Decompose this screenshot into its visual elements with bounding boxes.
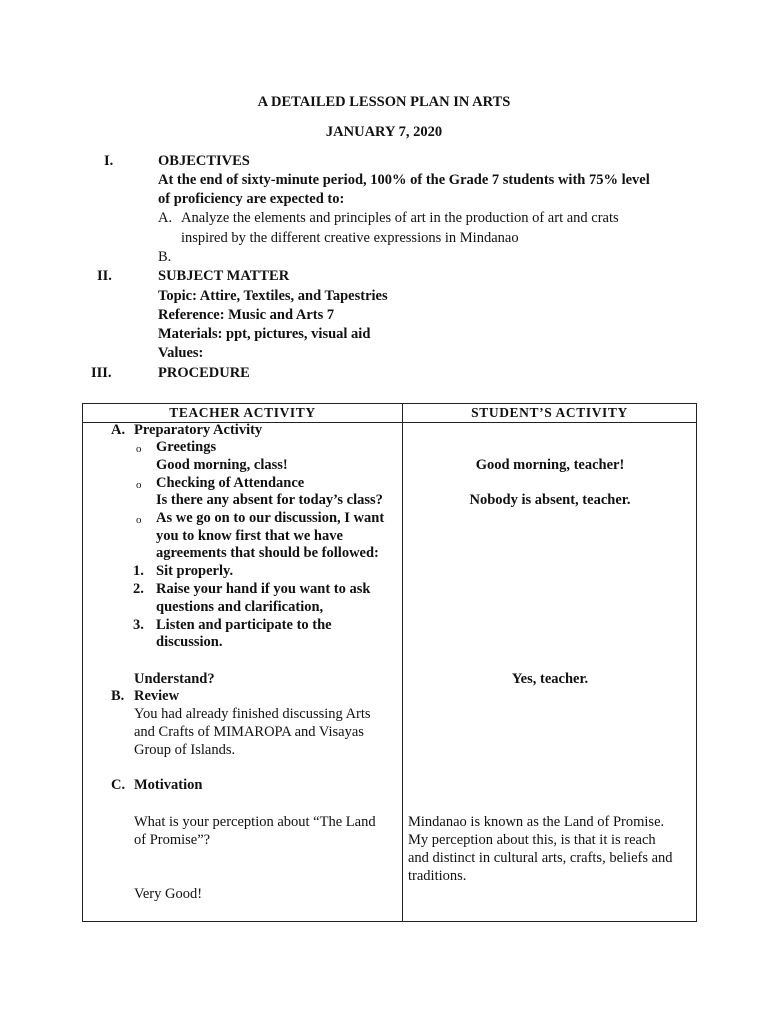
motivation-answer-line-4: traditions. [408, 868, 467, 884]
objective-b-marker: B. [158, 249, 172, 265]
objectives-heading: OBJECTIVES [158, 153, 250, 169]
rule-2-line-2: questions and clarification, [156, 599, 324, 615]
rule-2-line-1: Raise your hand if you want to ask [156, 581, 371, 597]
preparatory-activity-heading: Preparatory Activity [134, 422, 263, 438]
document-date: JANUARY 7, 2020 [325, 124, 443, 140]
objective-a-marker: A. [158, 210, 173, 226]
objectives-intro-line-2: of proficiency are expected to: [158, 191, 345, 207]
discussion-line-3: agreements that should be followed: [156, 545, 379, 561]
section-a-marker: A. [111, 422, 126, 438]
topic-line: Topic: Attire, Textiles, and Tapestries [158, 288, 388, 304]
teacher-activity-cell [83, 423, 403, 922]
rule-1-text: Sit properly. [156, 563, 234, 579]
motivation-answer-line-2: My perception about this, is that it is reach [408, 832, 656, 848]
attendance-text: Is there any absent for today’s class? [156, 492, 383, 508]
rule-3-line-2: discussion. [156, 634, 223, 650]
understand-question: Understand? [134, 671, 215, 687]
review-line-1: You had already finished discussing Arts [134, 706, 371, 722]
rule-2-number: 2. [133, 581, 144, 597]
attendance-heading: Checking of Attendance [156, 475, 305, 491]
greetings-heading: Greetings [156, 439, 217, 455]
objective-a-line-1: Analyze the elements and principles of art in the production of art and crats [181, 210, 619, 226]
review-line-3: Group of Islands. [134, 742, 236, 758]
objective-a-line-2: inspired by the different creative expressions in Mindanao [181, 230, 519, 246]
rule-1-number: 1. [133, 563, 144, 579]
values-line: Values: [158, 345, 204, 361]
motivation-question-line-1: What is your perception about “The Land [134, 814, 376, 830]
objectives-numeral: I. [104, 153, 114, 169]
rule-3-line-1: Listen and participate to the [156, 617, 332, 633]
motivation-question-line-2: of Promise”? [134, 832, 211, 848]
reference-line: Reference: Music and Arts 7 [158, 307, 335, 323]
subject-matter-heading: SUBJECT MATTER [158, 268, 290, 284]
review-line-2: and Crafts of MIMAROPA and Visayas [134, 724, 364, 740]
section-b-marker: B. [111, 688, 125, 704]
review-heading: Review [134, 688, 180, 704]
objectives-intro-line-1: At the end of sixty-minute period, 100% of the Grade 7 students with 75% level [158, 172, 650, 188]
attendance-reply: Nobody is absent, teacher. [469, 492, 631, 508]
greeting-reply: Good morning, teacher! [475, 457, 625, 473]
student-activity-header: STUDENT’S ACTIVITY [403, 404, 697, 423]
table-body-row [83, 423, 697, 922]
procedure-heading: PROCEDURE [158, 365, 250, 381]
section-c-marker: C. [111, 777, 126, 793]
subject-matter-numeral: II. [97, 268, 112, 284]
motivation-heading: Motivation [134, 777, 203, 793]
greetings-text: Good morning, class! [156, 457, 288, 473]
rule-3-number: 3. [133, 617, 144, 633]
discussion-line-1: As we go on to our discussion, I want [156, 510, 385, 526]
bullet-icon: o [136, 443, 142, 455]
understand-reply: Yes, teacher. [511, 671, 589, 687]
bullet-icon: o [136, 479, 142, 491]
procedure-table [82, 403, 697, 922]
procedure-numeral: III. [91, 365, 112, 381]
discussion-line-2: you to know first that we have [156, 528, 343, 544]
motivation-answer-line-1: Mindanao is known as the Land of Promise. [408, 814, 665, 830]
motivation-answer-line-3: and distinct in cultural arts, crafts, beliefs and [408, 850, 673, 866]
document-title: A DETAILED LESSON PLAN IN ARTS [257, 94, 511, 110]
very-good-remark: Very Good! [134, 886, 203, 902]
materials-line: Materials: ppt, pictures, visual aid [158, 326, 371, 342]
teacher-activity-header: TEACHER ACTIVITY [83, 404, 403, 423]
bullet-icon: o [136, 514, 142, 526]
table-header-row [83, 404, 697, 423]
student-activity-cell [403, 423, 697, 922]
